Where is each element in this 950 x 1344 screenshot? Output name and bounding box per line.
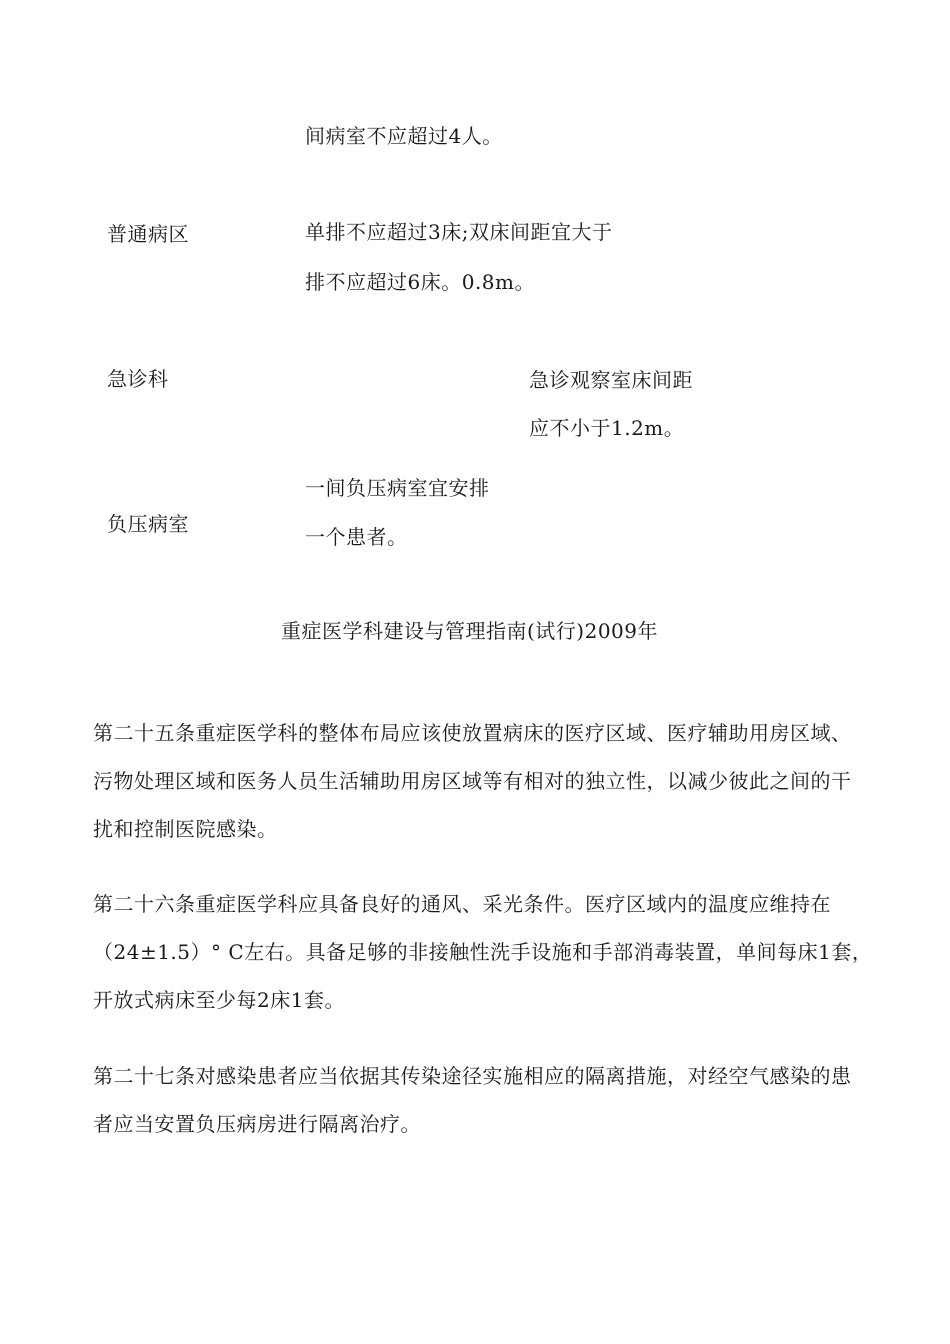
table-cell-text: 应不小于1.2m。 [529,416,685,440]
paragraph-line: 开放式病床至少每2床1套。 [93,988,345,1012]
section-title: 重症医学科建设与管理指南(试行)2009年 [281,619,659,643]
paragraph-line: （24±1.5）° C左右。具备足够的非接触性洗手设施和手部消毒装置，单间每床1套， [93,940,873,964]
table-cell-text: 单排不应超过3床;双床间距宜大于 [305,220,613,244]
paragraph-line: 者应当安置负压病房进行隔离治疗。 [93,1112,421,1136]
paragraph-line: 扰和控制医院感染。 [93,817,278,841]
article-paragraph [93,709,858,853]
article-paragraph [93,1052,858,1148]
paragraph-line: 第二十五条重症医学科的整体布局应该使放置病床的医疗区域、医疗辅助用房区域、 [93,721,852,745]
table-row-label: 普通病区 [107,222,189,246]
table-row-label: 负压病室 [107,512,189,536]
table-row-label: 急诊科 [107,367,169,391]
table-cell-text: 排不应超过6床。0.8m。 [305,270,535,294]
table-cell-text: 急诊观察室床间距 [529,368,693,392]
article-paragraph [93,880,873,1024]
table-cell-text: 一个患者。 [305,525,408,549]
paragraph-line: 污物处理区域和医务人员生活辅助用房区域等有相对的独立性，以减少彼此之间的干 [93,769,852,793]
table-cell-text: 间病室不应超过4人。 [305,124,503,148]
paragraph-line: 第二十七条对感染患者应当依据其传染途径实施相应的隔离措施，对经空气感染的患 [93,1064,852,1088]
paragraph-line: 第二十六条重症医学科应具备良好的通风、采光条件。医疗区域内的温度应维持在 [93,892,831,916]
table-cell-text: 一间负压病室宜安排 [305,476,490,500]
